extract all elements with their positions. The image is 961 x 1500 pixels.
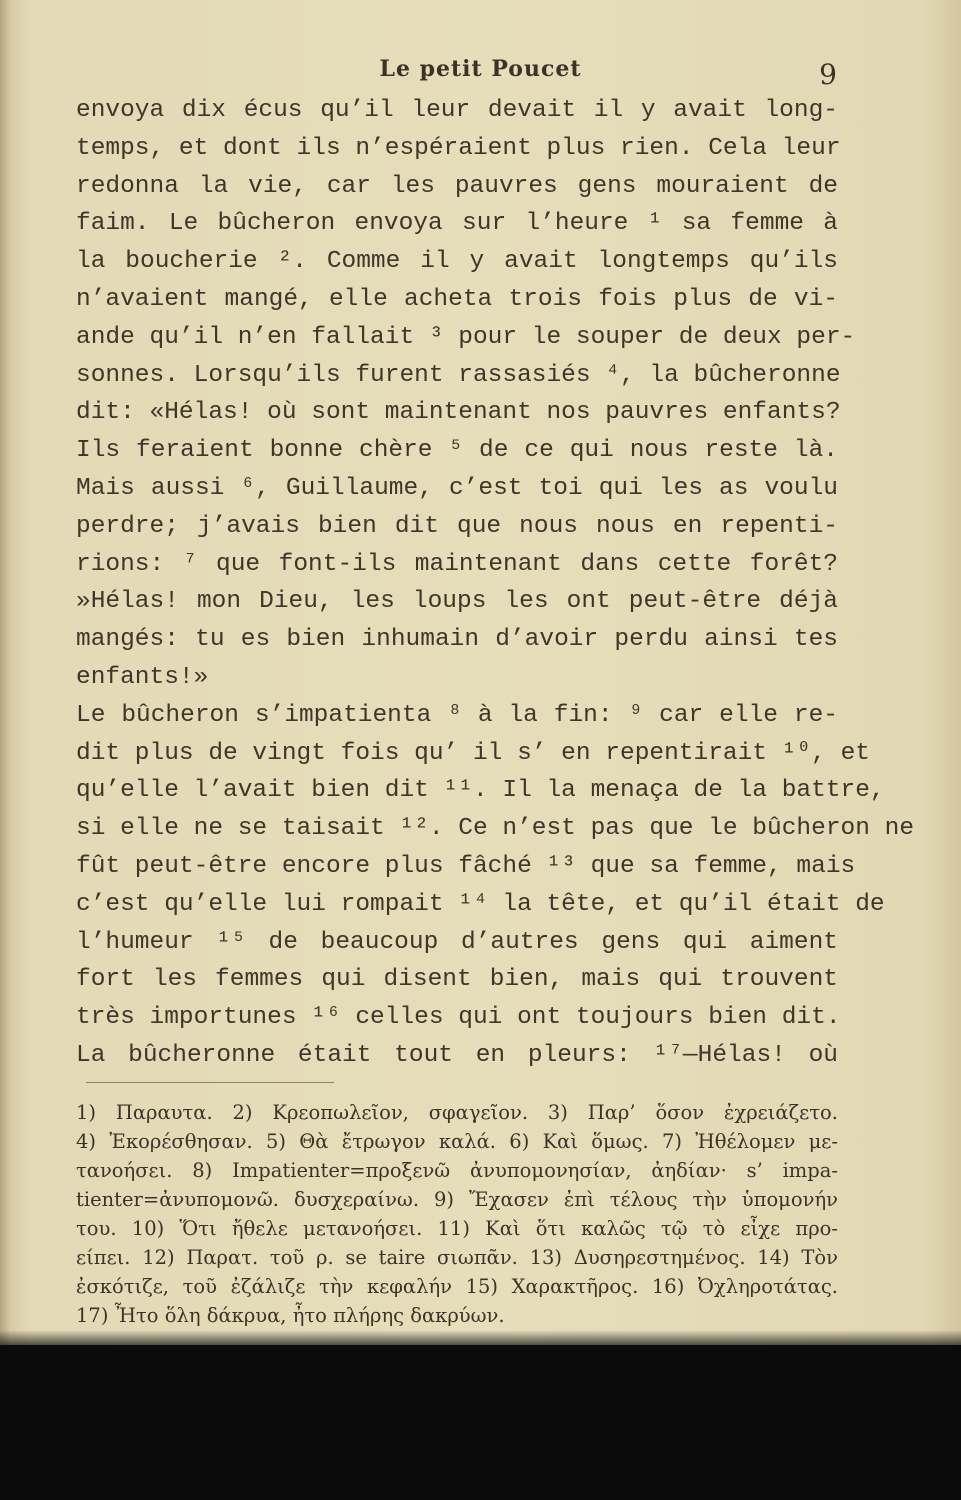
footnotes [76, 1098, 838, 1330]
footnote-line: τανοήσει. 8) Impatienter=προξενῶ ἀνυπομονησίαν, ἀηδίαν· s’ impa- [76, 1159, 838, 1182]
text-line: sonnes. Lorsqu’ils furent rassasiés ⁴, la bûcheronne [76, 361, 841, 389]
text-line: temps, et dont ils n’espéraient plus rien. Cela leur [76, 134, 841, 162]
text-line: ande qu’il n’en fallait ³ pour le souper de deux per- [76, 323, 856, 351]
text-line: »Hélas! mon Dieu, les loups les ont peut-être déjà [76, 588, 838, 616]
text-line: fort les femmes qui disent bien, mais qui trouvent [76, 966, 838, 994]
main-text [76, 92, 915, 1075]
footnote-line: ἐσκότιζε, τοῦ ἐζάλιζε τὴν κεφαλήν 15) Χαρακτῆρος. 16) Ὀχληροτάτας. [76, 1275, 838, 1298]
scan-black-margin [0, 1345, 961, 1500]
text-line: la boucherie ². Comme il y avait longtemps qu’ils [76, 248, 838, 276]
footnote-line: tienter=ἀνυπομονῶ. δυσχεραίνω. 9) Ἔχασεν ἐπὶ τέλους τὴν ὑπομονήν [76, 1188, 838, 1211]
text-line: Ils feraient bonne chère ⁵ de ce qui nous reste là. [76, 437, 838, 465]
text-line: l’humeur ¹⁵ de beaucoup d’autres gens qui aiment [76, 928, 838, 956]
footnote-line: είπει. 12) Παρατ. τοῦ ρ. se taire σιωπᾶν. 13) Δυσηρεστημένος. 14) Τὸν [76, 1246, 838, 1269]
text-line: perdre; j’avais bien dit que nous nous en repenti- [76, 512, 838, 540]
text-line: mangés: tu es bien inhumain d’avoir perdu ainsi tes [76, 626, 838, 654]
page-header [0, 56, 961, 92]
text-line: dit plus de vingt fois qu’ il s’ en repentirait ¹⁰, et [76, 739, 870, 767]
text-line: redonna la vie, car les pauvres gens mouraient de [76, 172, 838, 200]
footnote-line: 17) Ἦτο ὅλη δάκρυα, ἦτο πλήρης δακρύων. [76, 1304, 505, 1327]
text-line: Le bûcheron s’impatienta ⁸ à la fin: ⁹ car elle re- [76, 701, 838, 729]
text-line: qu’elle l’avait bien dit ¹¹. Il la menaça de la battre, [76, 777, 885, 805]
text-line: très importunes ¹⁶ celles qui ont toujours bien dit. [76, 1004, 841, 1032]
text-line: enfants!» [76, 663, 209, 691]
text-line: La bûcheronne était tout en pleurs: ¹⁷—Hélas! où [76, 1041, 838, 1069]
page-number: 9 [819, 58, 837, 91]
text-line: c’est qu’elle lui rompait ¹⁴ la tête, et qu’il était de [76, 890, 885, 918]
text-line: envoya dix écus qu’il leur devait il y avait long- [76, 97, 838, 124]
text-line: faim. Le bûcheron envoya sur l’heure ¹ sa femme à [76, 210, 838, 238]
footnote-line: 4) Ἐκορέσθησαν. 5) Θὰ ἔτρωγον καλά. 6) Καὶ ὅμως. 7) Ἠθέλομεν με- [76, 1130, 838, 1153]
text-line: si elle ne se taisait ¹². Ce n’est pas que le bûcheron ne [76, 815, 915, 843]
text-line: n’avaient mangé, elle acheta trois fois plus de vi- [76, 285, 838, 313]
text-line: rions: ⁷ que font-ils maintenant dans cette forêt? [76, 550, 838, 578]
text-line: Mais aussi ⁶, Guillaume, c’est toi qui les as voulu [76, 474, 838, 502]
footnote-line: του. 10) Ὅτι ἤθελε μετανοήσει. 11) Καὶ ὅτι καλῶς τῷ τὸ εἶχε προ- [76, 1217, 838, 1240]
page-gutter-shadow [0, 0, 10, 1345]
footnote-line: 1) Παραυτα. 2) Κρεοπωλεῖον, σφαγεῖον. 3) Παρ’ ὅσον ἐχρειάζετο. [76, 1101, 838, 1124]
text-line: fût peut-être encore plus fâché ¹³ que sa femme, mais [76, 852, 856, 880]
footnote-separator [86, 1082, 334, 1083]
running-title: Le petit Poucet [379, 56, 582, 82]
text-line: dit: «Hélas! où sont maintenant nos pauvres enfants? [76, 399, 841, 427]
